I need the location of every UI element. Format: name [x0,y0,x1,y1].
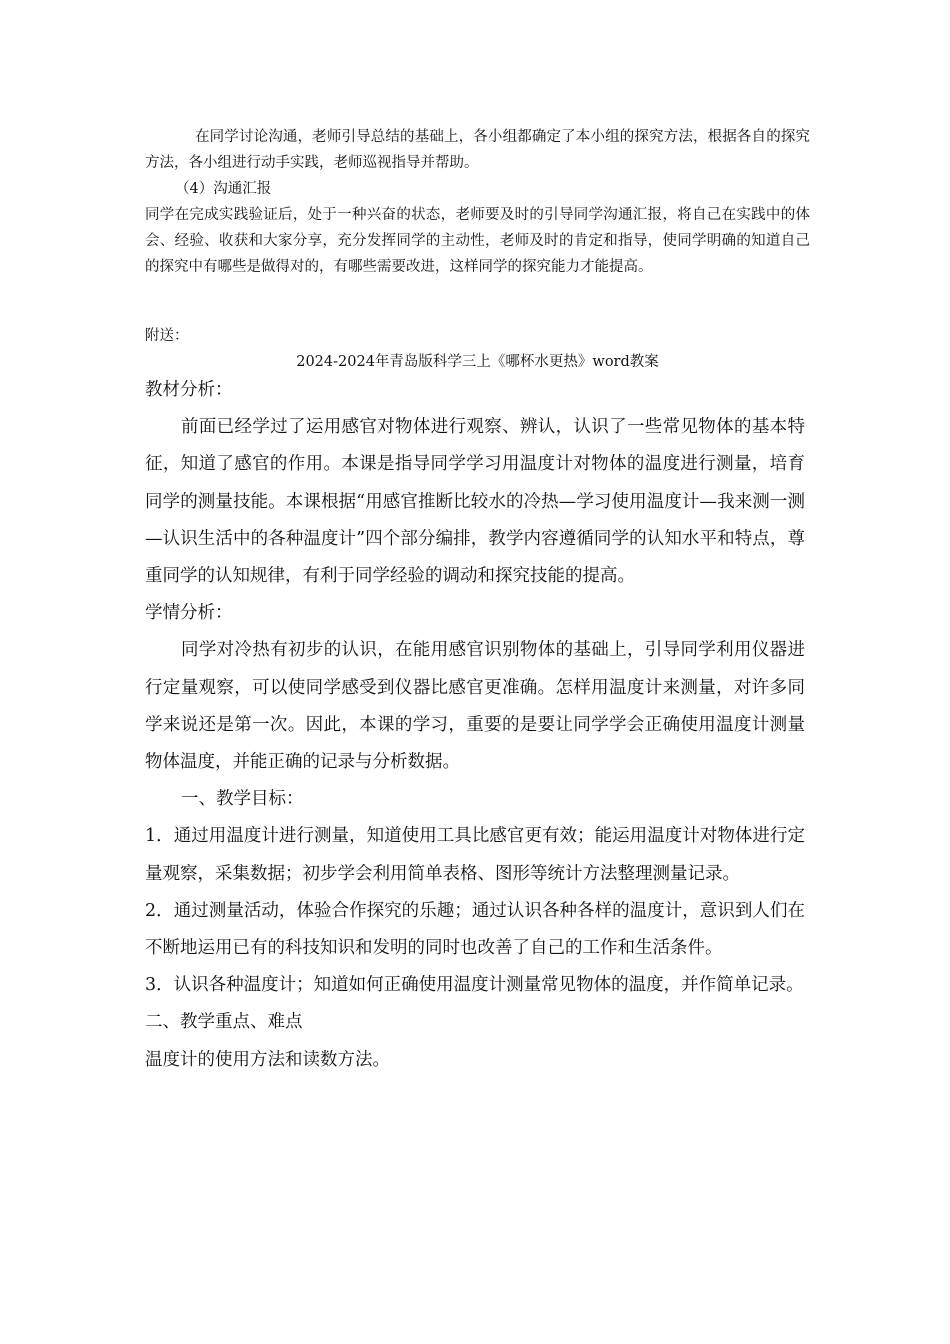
goal-item-3: 3．认识各种温度计；知道如何正确使用温度计测量常见物体的温度，并作简单记录。 [145,975,804,996]
heading-key-points: 二、教学重点、难点 [145,1012,303,1033]
paragraph-communication-report: 同学在完成实践验证后，处于一种兴奋的状态，老师要及时的引导同学沟通汇报，将自己在实践中的体会、经验、收获和大家分享，充分发挥同学的主动性，老师及时的肯定和指导，使同学明确的知道自己的探究中有哪些是做得对的，有哪些需要改进，这样同学的探究能力才能提高。 [145,207,810,275]
appendix-label: 附送： [145,328,189,344]
paragraph-student-analysis: 同学对冷热有初步的认识，在能用感官识别物体的基础上，引导同学利用仪器进行定量观察，可以使同学感受到仪器比感官更准确。怎样用温度计来测量，对许多同学来说还是第一次。因此，本课的学习，重要的是要让同学学会正确使用温度计测量物体温度，并能正确的记录与分析数据。 [145,640,805,773]
paragraph-textbook-analysis: 前面已经学过了运用感官对物体进行观察、辨认，认识了一些常见物体的基本特征，知道了感官的作用。本课是指导同学学习用温度计对物体的温度进行测量，培育同学的测量技能。本课根据“用感官推断比较水的冷热—学习使用温度计—我来测一测—认识生活中的各种温度计”四个部分编排，教学内容遵循同学的认知水平和特点，尊重同学的认知规律，有利于同学经验的调动和探究技能的提高。 [145,417,805,587]
lesson-plan-body [145,372,805,1079]
heading-student-analysis: 学情分析： [145,603,233,624]
section-inquiry-report [145,124,810,280]
goal-item-1: 1．通过用温度计进行测量，知道使用工具比感官更有效；能运用温度计对物体进行定量观察，采集数据；初步学会利用简单表格、图形等统计方法整理测量记录。 [145,826,805,884]
goal-item-2: 2．通过测量活动，体验合作探究的乐趣；通过认识各种各样的温度计，意识到人们在不断地运用已有的科技知识和发明的同时也改善了自己的工作和生活条件。 [145,900,805,959]
document-title: 2024-2024年青岛版科学三上《哪杯水更热》word教案 [296,354,659,370]
heading-textbook-analysis: 教材分析： [145,380,233,400]
heading-communication-report: （4）沟通汇报 [175,181,272,197]
paragraph-key-points: 温度计的使用方法和读数方法。 [145,1049,390,1070]
heading-teaching-goals: 一、教学目标： [181,789,304,810]
paragraph-practice: 在同学讨论沟通，老师引导总结的基础上，各小组都确定了本小组的探究方法，根据各自的探究方法，各小组进行动手实践，老师巡视指导并帮助。 [145,129,810,171]
